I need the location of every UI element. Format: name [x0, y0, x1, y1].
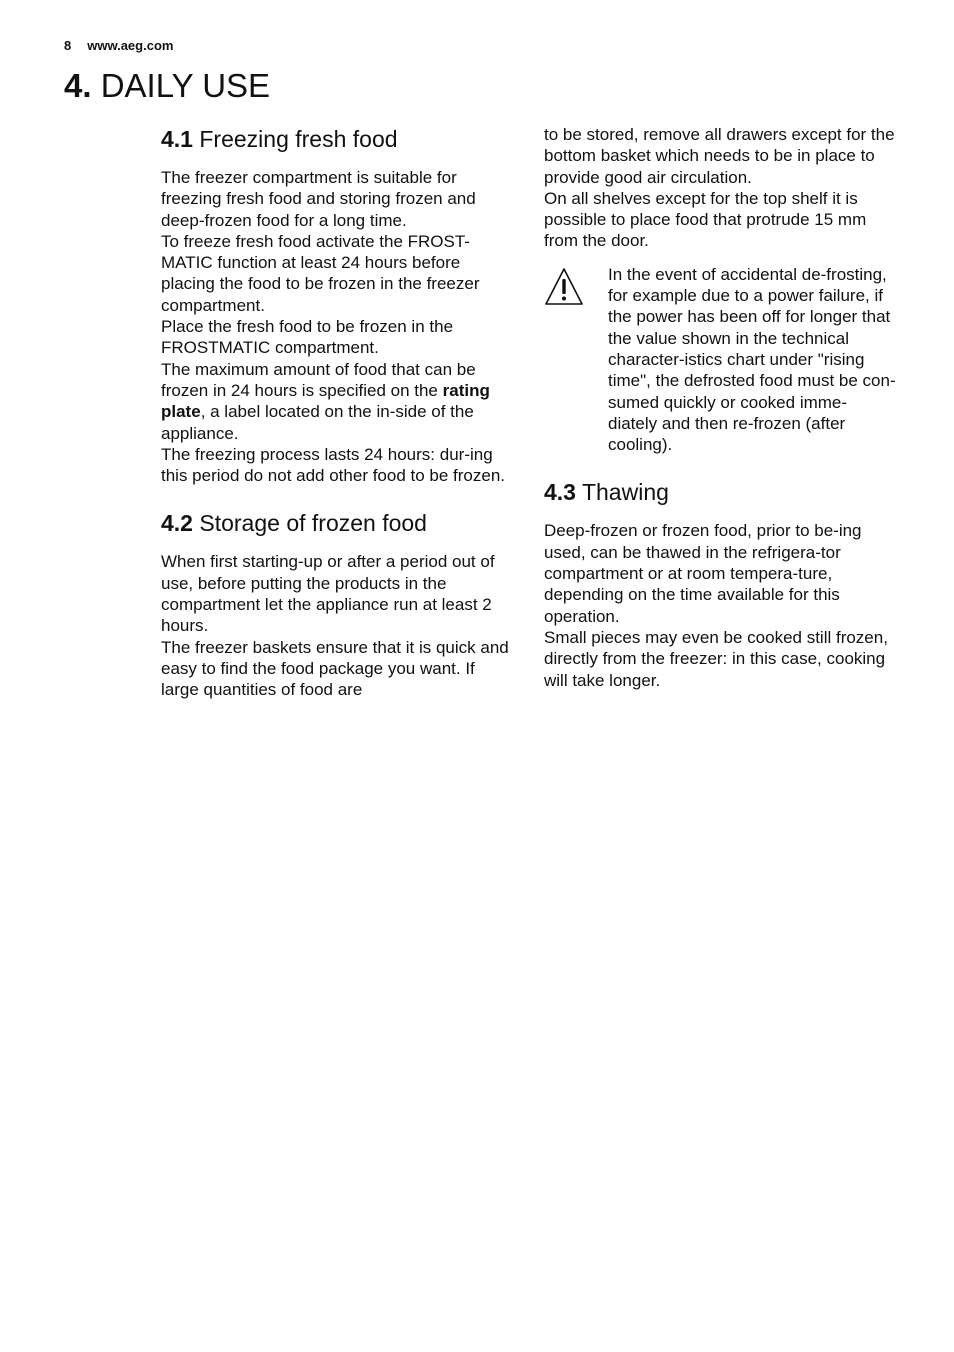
chapter-title-text: DAILY USE [100, 67, 271, 104]
section-title-thawing [544, 477, 896, 507]
website-link[interactable]: www.aeg.com [87, 38, 174, 53]
warning-box [544, 264, 896, 456]
chapter-title [64, 66, 270, 106]
text-run: , a label located on the in-side of the appliance. [161, 402, 474, 443]
section-title-text: Storage of frozen food [199, 510, 427, 537]
paragraph-continued: to be stored, remove all drawers except for the bottom basket which needs to be in place to provide good air circulation. [544, 125, 895, 187]
paragraph: The freezer compartment is suitable for freezing fresh food and storing frozen and deep-frozen food for a long time. [161, 168, 476, 230]
paragraph: When first starting-up or after a period out of use, before putting the products in the compartment let the appliance run at least 2 hours. [161, 552, 495, 636]
section-title-text: Thawing [581, 479, 669, 506]
warning-text: In the event of accidental de-frosting, for example due to a power failure, if the power has been off for longer that the value shown in the technical character-istics chart under "rising time", the defrosted food must be con-sumed quickly or cooked imme-diately and then re-frozen (after cooling). [608, 264, 896, 455]
paragraph: The freezer baskets ensure that it is quick and easy to find the food package you want. If large quantities of food are [161, 637, 509, 700]
section-title-text: Freezing fresh food [199, 126, 398, 152]
text-run: The maximum amount of food that can be frozen in 24 hours is specified on the [161, 359, 476, 400]
chapter-number: 4. [64, 67, 92, 104]
left-column [161, 124, 513, 701]
warning-triangle-icon [544, 267, 584, 307]
paragraph: The freezing process lasts 24 hours: dur-ing this period do not add other food to be frozen. [161, 444, 506, 486]
section-number: 4.1 [161, 126, 193, 152]
paragraph: To freeze fresh food activate the FROST-MATIC function at least 24 hours before placing the food to be frozen in the freezer compartment. [161, 231, 480, 315]
paragraph: Deep-frozen or frozen food, prior to be-ing used, can be thawed in the refrigera-tor compartment or at room tempera-ture, depending on the time available for this operation. [544, 521, 862, 626]
paragraph: On all shelves except for the top shelf it is possible to place food that protrude 15 mm from the door. [544, 188, 867, 251]
paragraph: Place the fresh food to be frozen in the FROSTMATIC compartment. [161, 317, 454, 358]
paragraph-rating-plate [161, 359, 513, 444]
section-title-storage [161, 508, 513, 538]
section-number: 4.3 [544, 479, 576, 506]
page-header [64, 38, 173, 53]
section-title-freezing [161, 124, 513, 154]
rating-plate-term: rating plate [161, 380, 490, 422]
paragraph: Small pieces may even be cooked still frozen, directly from the freezer: in this case, cooking will take longer. [544, 627, 888, 690]
page-number: 8 [64, 38, 72, 53]
right-column [544, 124, 896, 691]
section-number: 4.2 [161, 510, 193, 537]
